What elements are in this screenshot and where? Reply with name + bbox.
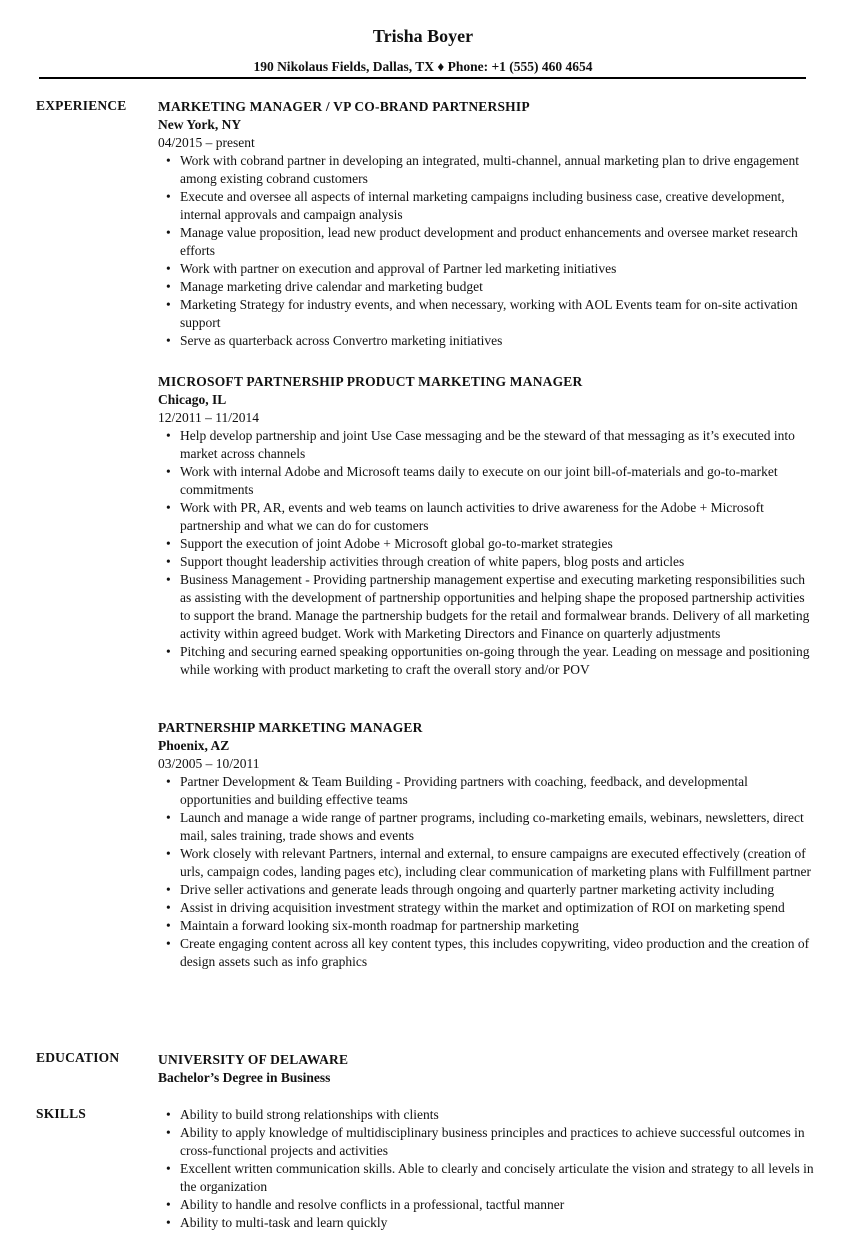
list-item: • Assist in driving acquisition investment strategy within the market and optimization of ROI on marketing spend bbox=[180, 899, 818, 917]
list-item: • Serve as quarterback across Convertro marketing initiatives bbox=[180, 332, 818, 350]
education-entry bbox=[158, 1051, 818, 1087]
job-dates: 03/2005 – 10/2011 bbox=[158, 756, 260, 771]
list-item: • Business Management - Providing partnership management expertise and executing marketing responsibilities such as assisting with the development of partnership opportunities and helping shape the proposed partnership activities to support the brand. Manage the partnership budgets for the retail and formalwear brands. Delivery of all marketing activity within agreed budget. Work with Marketing Directors and Finance on quarterly adjustments bbox=[180, 571, 818, 643]
list-item: • Work with cobrand partner in developing an integrated, multi-channel, annual marketing plan to drive engagement among existing cobrand customers bbox=[180, 152, 818, 188]
list-item: • Create engaging content across all key content types, this includes copywriting, video production and the creation of design assets such as info graphics bbox=[180, 935, 818, 971]
list-item: • Ability to build strong relationships with clients bbox=[180, 1106, 818, 1124]
experience-label: EXPERIENCE bbox=[36, 98, 127, 113]
job-location: Phoenix, AZ bbox=[158, 738, 230, 753]
candidate-name: Trisha Boyer bbox=[372, 26, 474, 46]
list-item: • Work with PR, AR, events and web teams on launch activities to drive awareness for the Adobe + Microsoft partnership and what we can do for customers bbox=[180, 499, 818, 535]
skills-list bbox=[158, 1106, 818, 1232]
list-item: • Ability to apply knowledge of multidisciplinary business principles and practices to achieve successful outcomes in cross-functional projects and activities bbox=[180, 1124, 818, 1160]
job-title: PARTNERSHIP MARKETING MANAGER bbox=[158, 720, 423, 735]
list-item: • Marketing Strategy for industry events, and when necessary, working with AOL Events team for on-site activation support bbox=[180, 296, 818, 332]
list-item: • Support the execution of joint Adobe + Microsoft global go-to-market strategies bbox=[180, 535, 818, 553]
header-divider bbox=[39, 77, 806, 79]
list-item: • Ability to handle and resolve conflicts in a professional, tactful manner bbox=[180, 1196, 818, 1214]
list-item: • Manage marketing drive calendar and marketing budget bbox=[180, 278, 818, 296]
job-title: MARKETING MANAGER / VP CO-BRAND PARTNERSHIP bbox=[158, 99, 530, 114]
list-item: • Support thought leadership activities through creation of white papers, blog posts and articles bbox=[180, 553, 818, 571]
job-bullets bbox=[158, 152, 818, 350]
list-item: • Excellent written communication skills. Able to clearly and concisely articulate the vision and strategy to all levels in the organization bbox=[180, 1160, 818, 1196]
list-item: • Maintain a forward looking six-month roadmap for partnership marketing bbox=[180, 917, 818, 935]
job-entry bbox=[158, 98, 818, 350]
list-item: • Pitching and securing earned speaking opportunities on-going through the year. Leading on message and positioning while working with product marketing to craft the overall story and/or POV bbox=[180, 643, 818, 679]
job-title: MICROSOFT PARTNERSHIP PRODUCT MARKETING MANAGER bbox=[158, 374, 583, 389]
list-item: • Work with partner on execution and approval of Partner led marketing initiatives bbox=[180, 260, 818, 278]
list-item: • Ability to multi-task and learn quickly bbox=[180, 1214, 818, 1232]
job-bullets bbox=[158, 773, 818, 971]
education-label: EDUCATION bbox=[36, 1050, 120, 1065]
job-location: Chicago, IL bbox=[158, 392, 227, 407]
job-location: New York, NY bbox=[158, 117, 242, 132]
job-entry bbox=[158, 373, 818, 679]
school-name: UNIVERSITY OF DELAWARE bbox=[158, 1052, 349, 1067]
list-item: • Work closely with relevant Partners, internal and external, to ensure campaigns are executed effectively (creation of urls, campaign codes, landing pages etc), including clear communication of marketing plans with Fulfillment partner bbox=[180, 845, 818, 881]
list-item: • Help develop partnership and joint Use Case messaging and be the steward of that messaging as it’s executed into market across channels bbox=[180, 427, 818, 463]
list-item: • Drive seller activations and generate leads through ongoing and quarterly partner marketing activity including bbox=[180, 881, 818, 899]
job-dates: 04/2015 – present bbox=[158, 135, 255, 150]
contact-line: 190 Nikolaus Fields, Dallas, TX ♦ Phone: +1 (555) 460 4654 bbox=[253, 59, 593, 74]
list-item: • Manage value proposition, lead new product development and product enhancements and oversee market research efforts bbox=[180, 224, 818, 260]
list-item: • Execute and oversee all aspects of internal marketing campaigns including business case, creative development, internal approvals and campaign analysis bbox=[180, 188, 818, 224]
list-item: • Launch and manage a wide range of partner programs, including co-marketing emails, webinars, newsletters, direct mail, sales training, trade shows and events bbox=[180, 809, 818, 845]
job-dates: 12/2011 – 11/2014 bbox=[158, 410, 259, 425]
degree: Bachelor’s Degree in Business bbox=[158, 1070, 331, 1085]
job-bullets bbox=[158, 427, 818, 679]
list-item: • Partner Development & Team Building - Providing partners with coaching, feedback, and developmental opportunities and building effective teams bbox=[180, 773, 818, 809]
skills-label: SKILLS bbox=[36, 1106, 86, 1121]
skills-bullets bbox=[158, 1106, 818, 1232]
job-entry bbox=[158, 719, 818, 971]
list-item: • Work with internal Adobe and Microsoft teams daily to execute on our joint bill-of-materials and go-to-market commitments bbox=[180, 463, 818, 499]
